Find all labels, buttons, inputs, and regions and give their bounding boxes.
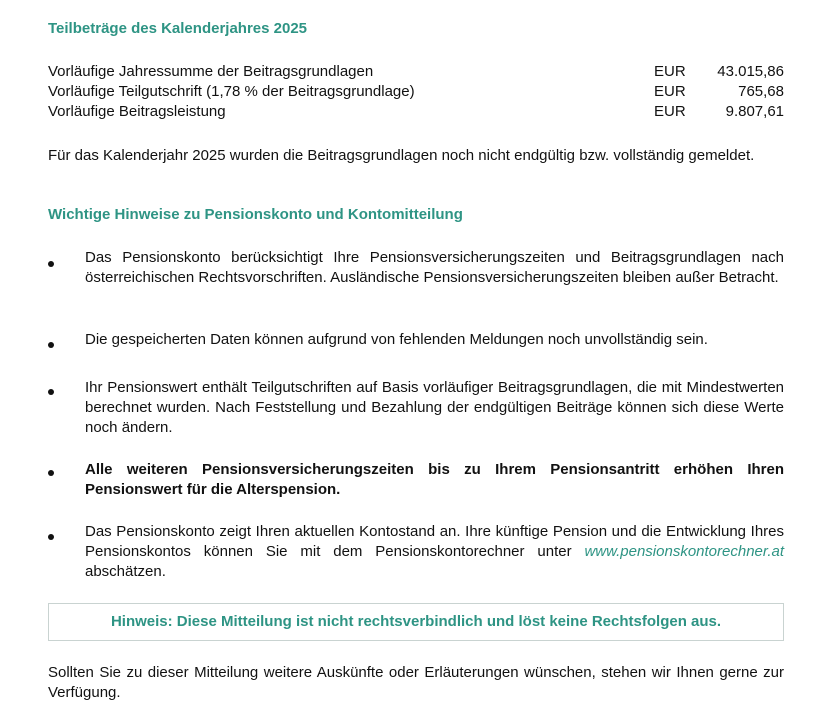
bullet-text-before-link: Das Pensionskonto zeigt Ihren aktuellen Kontostand an. Ihre künftige Pension und die Entwicklung Ihres Pensionskontos können Sie mit dem Pensionskontorechner unter [85,523,784,560]
bullet-text [85,522,784,582]
amount-row [48,82,784,102]
bullet-text: Die gespeicherten Daten können aufgrund von fehlenden Meldungen noch unvollständig sein. [85,331,708,348]
amount-value: 9.807,61 [725,103,784,120]
bullet-icon [48,261,54,267]
legal-notice-text: Hinweis: Diese Mitteilung ist nicht rechtsverbindlich und löst keine Rechtsfolgen aus. [110,613,722,630]
amount-label: Vorläufige Jahressumme der Beitragsgrundlagen [48,63,374,80]
legal-notice-box [48,603,784,641]
amount-row [48,62,784,82]
bullet-text-after-link: abschätzen. [85,563,166,580]
amount-row [48,102,784,122]
bullet-text: Das Pensionskonto berücksichtigt Ihre Pensionsversicherungszeiten und Beitragsgrundlagen nach österreichischen Rechtsvorschriften. Ausländische Pensionsversicherungszeiten bleiben außer Betracht. [85,249,784,286]
section-heading-partial-amounts: Teilbeträge des Kalenderjahres 2025 [48,20,308,37]
amount-currency: EUR [654,63,686,80]
bullet-icon [48,389,54,395]
amounts-table [48,62,784,122]
amount-currency: EUR [654,103,686,120]
bullet-icon [48,534,54,540]
amount-currency: EUR [654,83,686,100]
pensionskontorechner-link[interactable]: www.pensionskontorechner.at [584,543,784,560]
bullet-text: Alle weiteren Pensionsversicherungszeiten bis zu Ihrem Pensionsantritt erhöhen Ihren Pensionswert für die Alterspension. [85,461,784,498]
amount-value: 765,68 [738,83,784,100]
amount-label: Vorläufige Beitragsleistung [48,103,226,120]
bullet-icon [48,342,54,348]
amount-value: 43.015,86 [717,63,784,80]
closing-paragraph: Sollten Sie zu dieser Mitteilung weitere Auskünfte oder Erläuterungen wünschen, stehen wir Ihnen gerne zur Verfügung. [48,664,784,701]
amount-label: Vorläufige Teilgutschrift (1,78 % der Beitragsgrundlage) [48,83,415,100]
bullet-text: Ihr Pensionswert enthält Teilgutschriften auf Basis vorläufiger Beitragsgrundlagen, die mit Mindestwerten berechnet wurden. Nach Feststellung und Bezahlung der endgültigen Beiträge können sich diese Werte noch ändern. [85,379,784,436]
bullet-icon [48,470,54,476]
year-note-paragraph: Für das Kalenderjahr 2025 wurden die Beitragsgrundlagen noch nicht endgültig bzw. vollständig gemeldet. [48,147,755,164]
section-heading-hints: Wichtige Hinweise zu Pensionskonto und Kontomitteilung [48,206,463,223]
